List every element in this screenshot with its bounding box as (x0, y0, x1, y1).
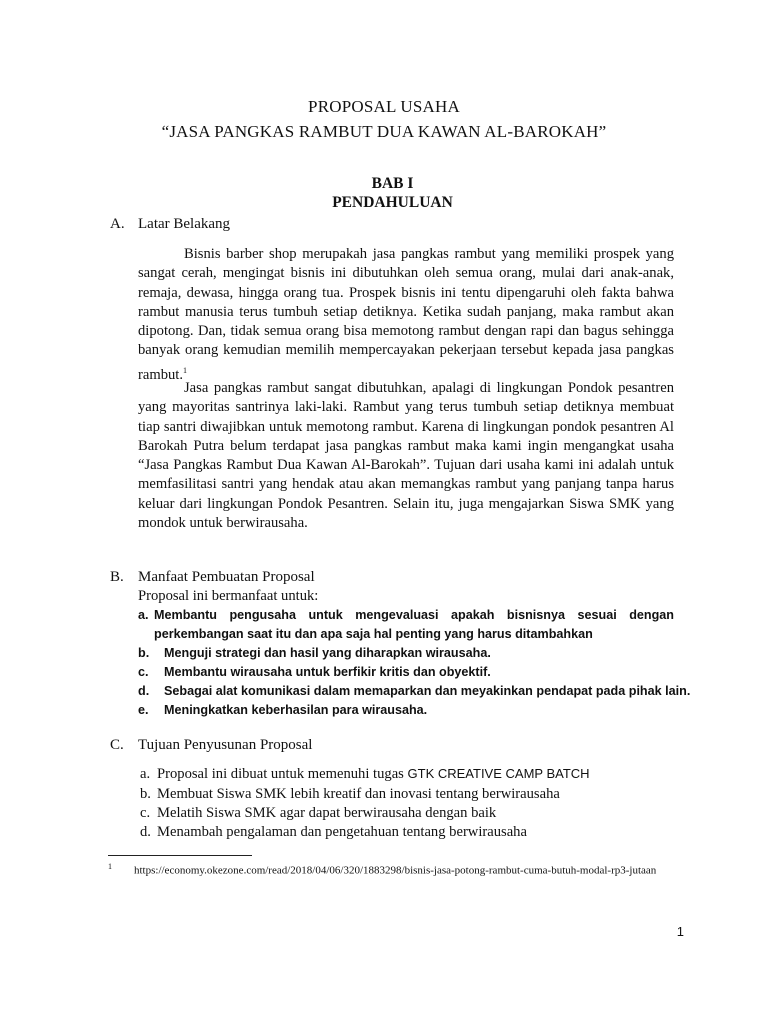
list-item: b. Menguji strategi dan hasil yang diharapkan wirausaha. (138, 646, 491, 660)
proposal-subtitle: “JASA PANGKAS RAMBUT DUA KAWAN AL-BAROKAH” (161, 122, 607, 141)
benefit-intro: Proposal ini bermanfaat untuk: (138, 588, 319, 604)
page-number: 1 (676, 924, 684, 939)
footnote-link: https://economy.okezone.com/read/2018/04/06/320/1883298/bisnis-jasa-potong-rambut-cuma-butuh-modal-rp3-jutaan (134, 864, 657, 877)
section-a-letter: A. (110, 216, 125, 232)
section-b-heading (110, 569, 315, 586)
paragraph-1-text: Bisnis barber shop merupakah jasa pangkas rambut yang memiliki prospek yang sangat cerah, mengingat bisnis ini dibutuhkan oleh semua orang, mulai dari anak-anak, remaja, dewasa, hingga orang tua. Prospek bisnis ini tentu dipengaruhi oleh fakta bahwa rambut manusia terus tumbuh setiap detiknya. Ketika sudah panjang, maka rambut akan dipotong. Dan, tidak semua orang bisa memotong rambut dengan rapi dan bagus sehingga banyak orang kemudian memilih mempercayakan pekerjaan tersebut kepada jasa pangkas rambut. (138, 246, 674, 383)
list-item: e. Meningkatkan keberhasilan para wirausaha. (138, 703, 428, 717)
footnote (108, 858, 668, 880)
chapter-number: BAB I (371, 175, 414, 192)
list-item: d. Menambah pengalaman dan pengetahuan tentang berwirausaha (140, 824, 527, 840)
list-item: a. Membantu pengusaha untuk mengevaluasi apakah bisnisnya sesuai dengan (138, 608, 674, 622)
background-paragraph-1 (138, 245, 674, 385)
list-item: d. Sebagai alat komunikasi dalam memaparkan dan meyakinkan pendapat pada pihak lain. (138, 684, 691, 698)
list-item: b. Membuat Siswa SMK lebih kreatif dan inovasi tentang berwirausaha (140, 786, 560, 802)
section-c-heading (110, 737, 312, 754)
footnote-divider (108, 855, 252, 856)
list-item-continuation: perkembangan saat itu dan apa saja hal penting yang harus ditambahkan (154, 627, 593, 641)
paragraph-2-text: Jasa pangkas rambut sangat dibutuhkan, apalagi di lingkungan Pondok pesantren yang mayoritas santrinya laki-laki. Rambut yang terus tumbuh setiap detiknya membuat tiap santri diwajibkan untuk memotong rambut. Karena di lingkungan pondok pesantren Al Barokah Putra belum terdapat jasa pangkas rambut maka kami ingin mengangkat usaha “Jasa Pangkas Rambut Dua Kawan Al-Barokah”. Tujuan dari usaha kami ini adalah untuk memfasilitasi santri yang hendak atau akan memangkas rambut yang panjang tanpa harus keluar dari lingkungan Pondok Pesantren. Selain itu, juga mengajarkan Siswa SMK yang mondok untuk berwirausaha. (138, 380, 674, 532)
section-a-heading (110, 216, 230, 233)
section-c-title: Tujuan Penyusunan Proposal (138, 737, 313, 753)
proposal-title: PROPOSAL USAHA (308, 97, 460, 116)
section-a-title: Latar Belakang (138, 216, 231, 232)
footnote-mark: 1 (108, 862, 112, 871)
list-item: c. Melatih Siswa SMK agar dapat berwirausaha dengan baik (140, 805, 497, 821)
section-c-letter: C. (110, 737, 124, 753)
section-b-letter: B. (110, 569, 124, 585)
section-b-title: Manfaat Pembuatan Proposal (138, 569, 315, 585)
list-item: c. Membantu wirausaha untuk berfikir kritis dan obyektif. (138, 665, 491, 679)
list-item: a. Proposal ini dibuat untuk memenuhi tugas GTK CREATIVE CAMP BATCH (140, 766, 590, 782)
background-paragraph-2 (138, 379, 674, 533)
chapter-title: PENDAHULUAN (332, 194, 453, 211)
footnote-reference: 1 (183, 365, 187, 375)
